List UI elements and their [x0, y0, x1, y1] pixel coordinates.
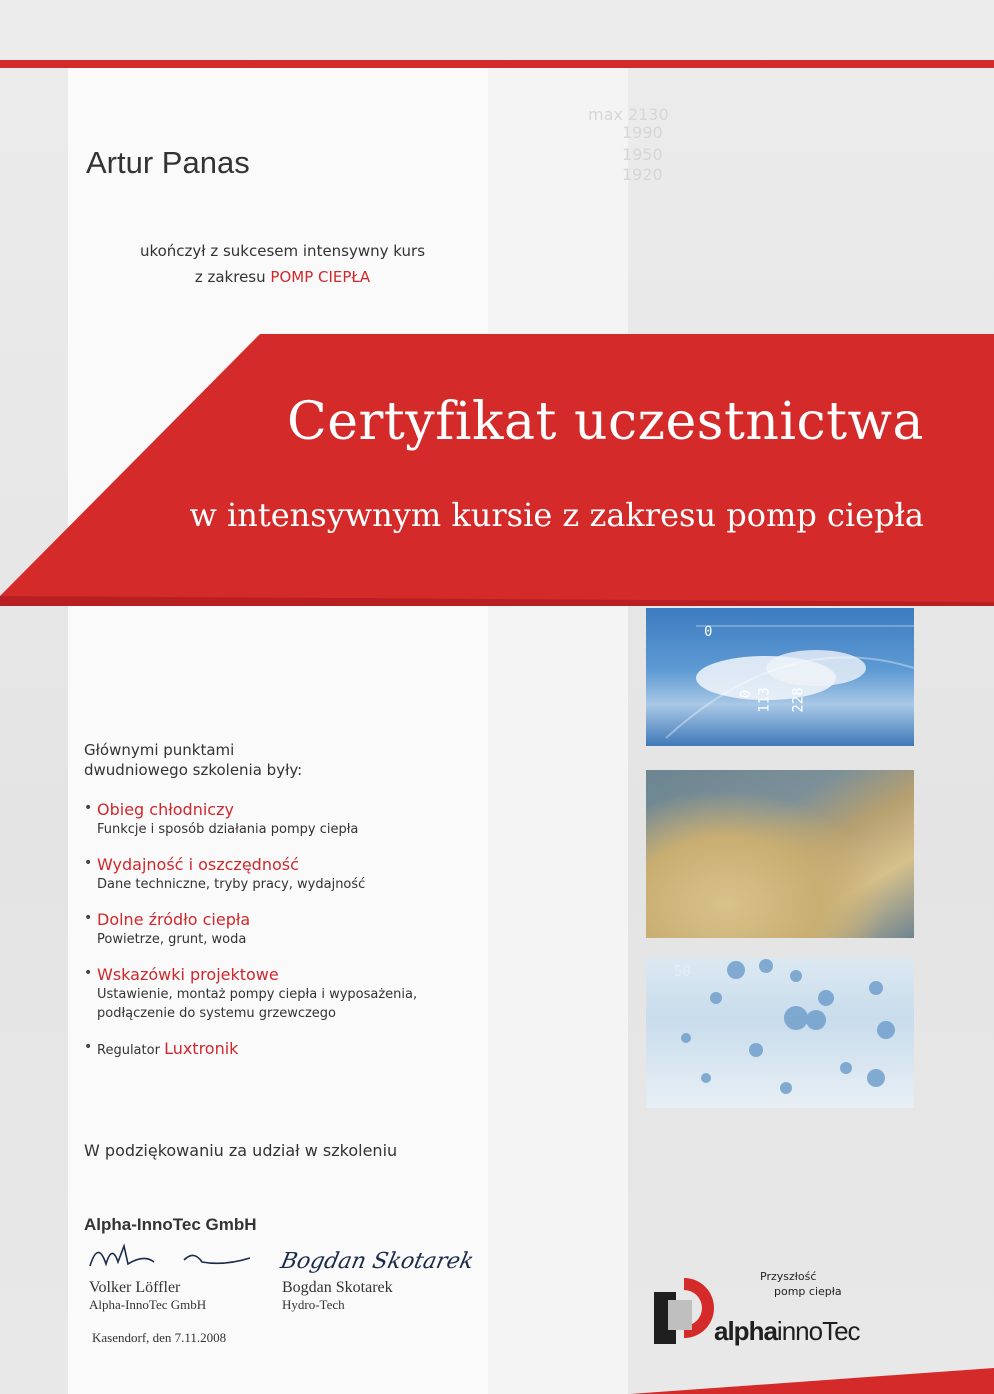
svg-text:Bogdan Skotarek: Bogdan Skotarek [278, 1248, 477, 1274]
completion-prefix: z zakresu [194, 268, 266, 286]
completion-highlight: POMP CIEPŁA [270, 268, 371, 286]
list-item [84, 800, 504, 839]
intro-line-2: dwudniowego szkolenia były: [84, 761, 303, 779]
completion-statement [90, 238, 475, 290]
bullet-icon: • [84, 910, 93, 926]
banner-shape [0, 334, 994, 606]
water-photo [646, 958, 914, 1108]
background-scale-graphic [580, 100, 700, 200]
bullet-icon: • [84, 1039, 93, 1055]
sky-label-113: 113 [756, 687, 773, 713]
list-item [84, 855, 504, 894]
light-column [488, 68, 628, 1394]
tagline-line-2: pomp ciepła [774, 1285, 842, 1298]
intro-line-1: Głównymi punktami [84, 741, 235, 759]
topic-description-2: podłączenie do systemu grzewczego [97, 1006, 337, 1021]
bg-number-1990: 1990 [622, 123, 663, 142]
bg-number-1920: 1920 [622, 165, 663, 184]
topics-intro [84, 740, 302, 780]
participant-name: Artur Panas [86, 145, 250, 180]
bottom-red-strip [610, 1368, 994, 1394]
place-date: Kasendorf, den 7.11.2008 [92, 1330, 227, 1345]
topic-description: Powietrze, grunt, woda [97, 932, 247, 947]
bg-number-1950: 1950 [622, 145, 663, 164]
logo-part-alpha: alpha [714, 1316, 777, 1346]
signatory-1 [89, 1279, 206, 1313]
topic-title: Obieg chłodniczy [97, 800, 234, 819]
regulator-name: Luxtronik [164, 1039, 239, 1058]
certificate-subtitle: w intensywnym kursie z zakresu pomp ciepła [189, 496, 924, 534]
title-banner [0, 334, 994, 606]
bullet-icon: • [84, 800, 93, 816]
company-name: Alpha-InnoTec GmbH [84, 1215, 257, 1234]
sky-photo [646, 608, 914, 746]
list-item-regulator [84, 1039, 504, 1058]
topic-description: Dane techniczne, tryby pracy, wydajność [97, 877, 366, 892]
tagline-line-1: Przyszłość [760, 1270, 817, 1283]
brand-logo-text [714, 1316, 860, 1347]
topic-description: Funkcje i sposób działania pompy ciepła [97, 822, 359, 837]
list-item [84, 910, 504, 949]
signatory-name: Volker Löffler [89, 1279, 181, 1296]
list-item [84, 965, 504, 1023]
certificate-title: Certyfikat uczestnictwa [286, 392, 924, 452]
sky-label-zero: 0 [704, 624, 713, 640]
signatory-name: Bogdan Skotarek [282, 1279, 393, 1296]
logo-part-innotec: innoTec [776, 1316, 860, 1346]
water-label-50: 50 [674, 964, 691, 980]
signatory-2 [282, 1279, 393, 1313]
top-red-bar [0, 60, 994, 68]
sand-photo [646, 770, 914, 938]
sky-label-228: 228 [790, 687, 807, 713]
bullet-icon: • [84, 965, 93, 981]
completion-line-2 [90, 264, 475, 290]
bg-number-max: max 2130 [588, 105, 669, 124]
topic-title: Dolne źródło ciepła [97, 910, 251, 929]
signatory-org: Alpha-InnoTec GmbH [89, 1297, 207, 1312]
signature-loeffler [84, 1236, 254, 1276]
topic-title: Wskazówki projektowe [97, 965, 279, 984]
bullet-icon: • [84, 855, 93, 871]
signatory-org: Hydro-Tech [282, 1297, 345, 1312]
regulator-prefix: Regulator [97, 1043, 160, 1058]
topic-description: Ustawienie, montaż pompy ciepła i wyposażenia, [97, 987, 418, 1002]
sky-label-0: 0 [738, 689, 755, 699]
topic-title: Wydajność i oszczędność [97, 855, 299, 874]
thanks-line: W podziękowaniu za udział w szkoleniu [84, 1141, 398, 1160]
completion-line-1: ukończył z sukcesem intensywny kurs [139, 242, 426, 260]
regulator-line [97, 1039, 239, 1058]
topics-list [84, 800, 504, 1074]
